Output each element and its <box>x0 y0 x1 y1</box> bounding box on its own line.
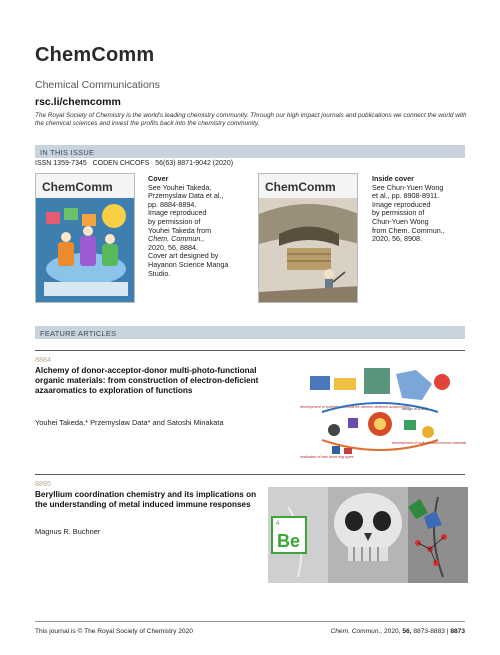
cover-caption <box>148 175 240 278</box>
article-authors: Youhei Takeda,* Przemyslaw Data* and Satoshi Minakata <box>35 418 224 427</box>
article-authors: Magnus R. Buchner <box>35 527 101 536</box>
journal-title: ChemComm <box>35 44 155 66</box>
inside-cover-line: 2020, 56, 8908. <box>372 234 422 244</box>
inside-cover-caption <box>372 175 468 244</box>
inside-cover-art <box>259 174 358 303</box>
journal-blurb: The Royal Society of Chemistry is the world's leading chemistry community. Through our high impact journals and publications we connect the world with the chemical sciences and invest the profits back into the chemistry community. <box>35 112 467 128</box>
cover-line: 2020, 56, 8884. <box>148 242 198 252</box>
scheme-label: development of multi-photofunctional materials <box>392 441 467 445</box>
inside-cover-line: from Chem. Commun., <box>372 225 445 235</box>
article-title-link[interactable]: Alchemy of donor-acceptor-donor multi-photo-functional organic materials: from construction of electron-deficient azaaromatics to exploration of functions <box>35 366 259 396</box>
article-graphical-abstract[interactable] <box>292 360 468 468</box>
footer-pages: 8873-8883 <box>413 628 445 635</box>
feature-articles-bar: FEATURE ARTICLES <box>35 326 465 339</box>
scheme-label: realization of new bond ring types <box>300 455 354 459</box>
footer-volume: 56, <box>402 628 412 635</box>
scheme-label: design of D-A-D <box>402 407 428 411</box>
footer-journal: Chem. Commun., <box>330 628 383 635</box>
article-divider <box>35 474 465 475</box>
cover-line: Cover art designed by <box>148 251 219 261</box>
cover-image[interactable] <box>35 173 135 303</box>
footer-page-number: 8873 <box>450 628 465 635</box>
in-this-issue-bar: IN THIS ISSUE <box>35 145 465 158</box>
footer-citation <box>330 628 465 635</box>
element-symbol: Be <box>277 531 301 551</box>
element-number: 4 <box>276 521 280 527</box>
article-graphical-abstract[interactable] <box>268 487 468 583</box>
cover-line: Youhei Takeda from <box>148 225 212 235</box>
cover-line: Image reproduced <box>148 208 207 218</box>
inside-cover-image[interactable] <box>258 173 358 303</box>
footer-year: 2020, <box>384 628 401 635</box>
issn-line: ISSN 1359-7345 CODEN CHCOFS 56(63) 8871-9042 (2020) <box>35 160 234 167</box>
azaaromatics-scheme <box>292 360 468 468</box>
article-divider <box>35 350 465 351</box>
article-page-number: 8884 <box>35 355 51 364</box>
cover-art <box>36 174 135 303</box>
inside-cover-line: et al., pp. 8908-8911. <box>372 191 440 201</box>
cover-line: See Youhei Takeda, <box>148 182 212 192</box>
inside-cover-masthead: ChemComm <box>265 180 336 194</box>
footer-divider <box>35 621 465 622</box>
article-page-number: 8895 <box>35 479 51 488</box>
journal-subtitle: Chemical Communications <box>35 79 160 91</box>
cover-heading: Cover <box>148 174 169 183</box>
scheme-label: development of synthetic methods for electron-deficient azaaromatics <box>300 405 411 409</box>
cover-masthead: ChemComm <box>42 180 113 194</box>
footer-copyright: This journal is © The Royal Society of Chemistry 2020 <box>35 628 193 635</box>
inside-cover-line: Chun-Yuen Wong <box>372 216 429 226</box>
article-title-link[interactable]: Beryllium coordination chemistry and its implications on the understanding of metal induced immune responses <box>35 490 257 510</box>
footer-separator: | <box>446 628 449 635</box>
inside-cover-heading: Inside cover <box>372 174 414 183</box>
cover-line: Przemyslaw Data et al., <box>148 191 224 201</box>
inside-cover-line: See Chun-Yuen Wong <box>372 182 444 192</box>
inside-cover-line: by permission of <box>372 208 425 218</box>
inside-cover-line: Image reproduced <box>372 199 431 209</box>
cover-line: Studio. <box>148 268 171 278</box>
cover-line: by permission of <box>148 216 201 226</box>
journal-url-link[interactable]: rsc.li/chemcomm <box>35 96 121 108</box>
cover-line: Chem. Commun., <box>148 234 205 244</box>
beryllium-xray-art <box>268 487 468 583</box>
cover-line: Hayanon Science Manga <box>148 259 229 269</box>
cover-line: pp. 8884-8894. <box>148 199 197 209</box>
